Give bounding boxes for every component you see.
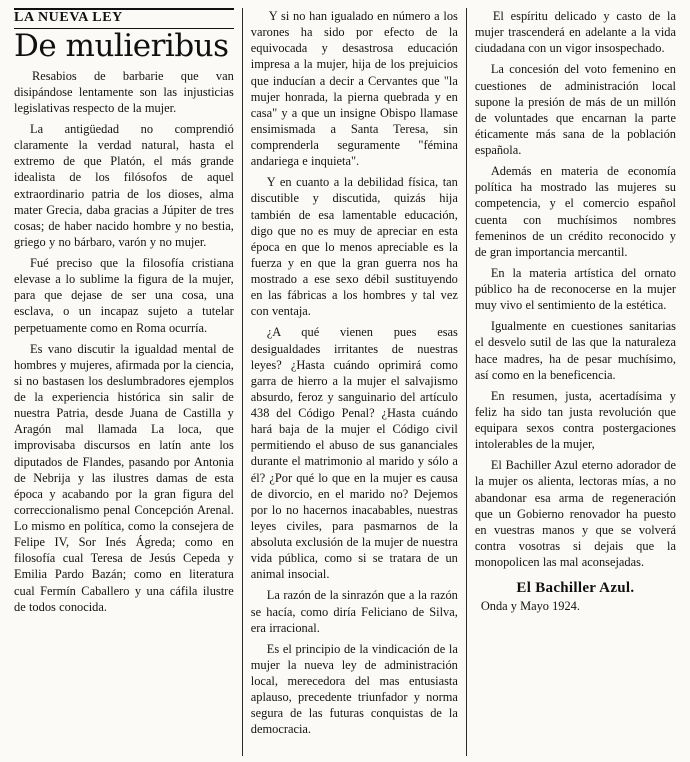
paragraph: Y si no han igualado en número a los varones ha sido por efecto de la equivocada y desastrosa educación impresa a la mujer, hija de los prejuicios que inducían a decir a Cervantes que "la mujer honrada, la pierna quebrada y en casa" y a que un insigne Obispo llamase ensimismada a Santa Teresa, sin comprenderla seguramente "fémina andariega e inquieta". [250, 9, 458, 169]
paragraph: La razón de la sinrazón que a la razón se hacía, como diría Feliciano de Silva, era irracional. [250, 588, 458, 635]
paragraph: ¿A qué vienen pues esas desigualdades irritantes de nuestras leyes? ¿Hasta cuándo oprimirá como garra de hierro a la mujer el salvajismo absurdo, feroz y sanguinario del artículo 438 del Código Penal? ¿Hasta cuándo hará baja de la mujer el Código civil permitiendo el abuso de sus gananciales durante el matrimonio al marido y sólo a él? ¿Por qué lo que en la mujer es causa de divorcio, en el marido no? Dejemos por lo no hacernos inacabables, nuestras leyes civiles, para pasmarnos de la absoluta exclusión de la mujer de nuestra vida pública, como si se tratara de un animal insocial. [250, 325, 458, 582]
paragraph: La antigüedad no comprendió claramente la verdad natural, hasta el extremo de que Platón, el más grande idealista de los filósofos de aquel extraordinario patria de los dioses, alma mater Grecia, daba gracias a Júpiter de tres cosas; de haber nacido hombre y no bestia, griego y no bárbaro, varón y no mujer. [14, 122, 234, 249]
paragraph: Es el principio de la vindicación de la mujer la nueva ley de administración local, merecedora del mas entusiasta aplauso, precedente triunfador y norma segura de las futuras conquistas de la democracia. [250, 641, 458, 737]
paragraph: En la materia artística del ornato público ha de reconocerse en la mujer muy vivo el sentimiento de la estética. [474, 265, 676, 313]
column-right [466, 8, 684, 756]
paragraph: Igualmente en cuestiones sanitarias el desvelo sutil de las que la naturaleza hace madres, ha de pesar muchísimo, así como en la beneficencia. [474, 319, 676, 382]
column-center [242, 8, 466, 756]
paragraph: En resumen, justa, acertadísima y feliz ha sido tan justa revolución que equipara sexos contra postergaciones intolerables de la mujer, [474, 388, 676, 452]
column-left [6, 8, 242, 756]
paragraph: El espíritu delicado y casto de la mujer trascenderá en adelante a la vida ciudadana con un vigor insospechado. [474, 9, 676, 56]
kicker-rule [14, 8, 234, 29]
page-title: De mulieribus [14, 27, 229, 64]
paragraph: Es vano discutir la igualdad mental de hombres y mujeres, afirmada por la ciencia, si no bastasen los deslumbradores ejemplos de la experiencia histórica sin salir de nuestra Patria, desde Juana de Castilla y Aragón mal llamada La loca, que improvisaba discursos en latín ante los diputados de Flandes, pasando por Antonia de Nebrija y las ilustres damas de esta época y acabando por la gran figura del correccionalismo penal Concepción Arenal. Lo mismo en política, como la consejera de Felipe IV, Sor Inés Ágreda; como en filosofía cual Teresa de Jesús Cepeda y Emilia Pardo Bazán; como en literatura cual Fermín Caballero y una cáfila ilustre de todos conocida. [14, 341, 234, 614]
paragraph: La concesión del voto femenino en cuestiones de administración local supone la presión de más de un millón de voluntades que encarnan la parte éticamente más sana de la población española. [474, 62, 676, 157]
article-signature: El Bachiller Azul. [516, 580, 635, 597]
article-kicker: LA NUEVA LEY [14, 10, 123, 25]
paragraph: Resabios de barbarie que van disipándose lentamente son las injusticias legislativas respecto de la mujer. [14, 68, 234, 115]
paragraph-closing: El Bachiller Azul eterno adorador de la mujer os alienta, lectoras mías, a no abandonar esa arma de regeneración que un Gobierno renovador ha puesto en vuestras manos y que se volverá contra vosotras si dejais que la monopolicen las mal aconsejadas. [474, 458, 676, 569]
paragraph: Y en cuanto a la debilidad física, tan discutible y discutida, quizás hija también de esa lamentable educación, digo que no es muy de apreciar en esta época en que lo menos apreciable es la fuerza y en que la gran guerra nos ha mostrado a ese sexo débil sustituyendo en las fábricas a los hombres y tal vez con ventaja. [250, 175, 458, 319]
paragraph: Fué preciso que la filosofía cristiana elevase a lo sublime la figura de la mujer, para que dejase de ser una cosa, una esclava, o un incapaz sujeto a tutelar perpetuamente como en Roma ocurría. [14, 256, 234, 335]
paragraph: Además en materia de economía política ha mostrado las mujeres su competencia, y el comercio español cuenta con muchísimos nombres femeninos de un crédito reconocido y de gran importancia mercantil. [474, 164, 676, 259]
article-dateline: Onda y Mayo 1924. [480, 599, 580, 614]
